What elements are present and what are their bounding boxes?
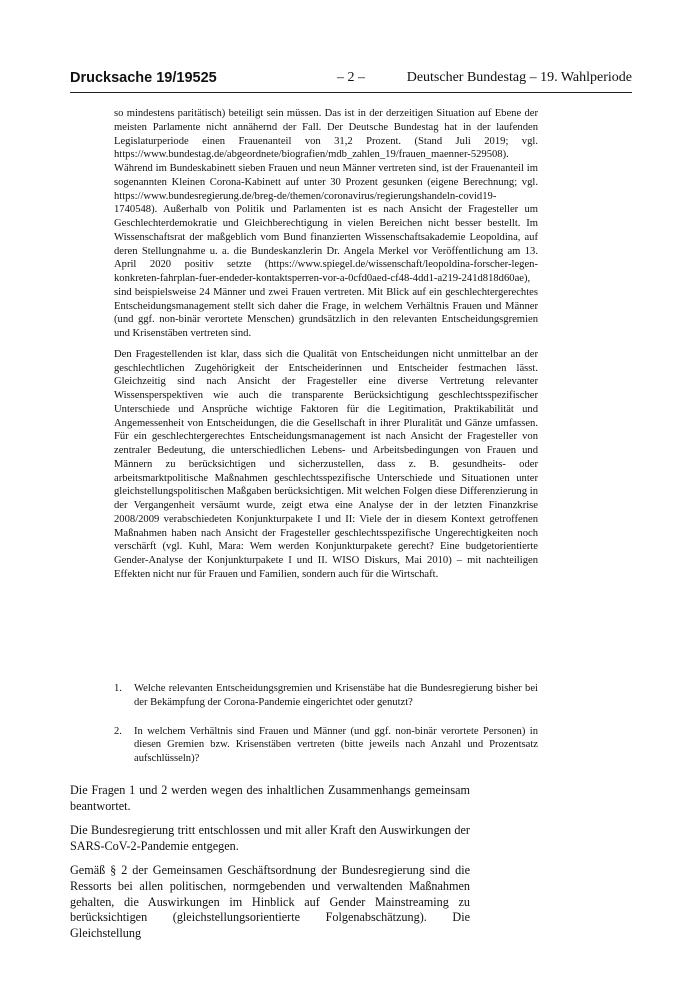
paragraph: Die Bundesregierung tritt entschlossen und mit aller Kraft den Auswirkungen der SARS-CoV-2-Pandemie entgegen. <box>70 823 470 853</box>
paragraph: so mindestens paritätisch) beteiligt sein müssen. Das ist in der derzeitigen Situation auf Ebene der meisten Parlamente nicht annähernd der Fall. Der Deutsche Bundestag hat in der laufenden Legislaturperiode einen Frauenanteil von 31,2 Prozent. (Stand Juli 2019; vgl. https://www.bundestag.de/abgeordnete/biografien/mdb_zahlen_19/frauen_maenner-529508). Während im Bundeskabinett sieben Frauen und neun Männer vertreten sind, ist der Frauenanteil im sogenannten Kleinen Corona-Kabinett auf unter 30 Prozent gesunken (eigene Berechnung; vgl. https://www.bundesregierung.de/breg-de/themen/coronavirus/regierungshandeln-covid19-1740548). Außerhalb von Politik und Parlamenten ist es nach Ansicht der Fragesteller um Geschlechterdemokratie und Gleichberechtigung in vielen Bereichen nicht besser bestellt. Im Wissenschaftsrat der maßgeblich vom Bund finanzierten Wissenschaftsakademie Leopoldina, auf deren Stellungnahme u. a. die Bundeskanzlerin Dr. Angela Merkel vor Veröffentlichung am 13. April 2020 positiv setzte (https://www.spiegel.de/wissenschaft/leopoldina-forscher-legen-konkreten-fahrplan-fuer-endeder-kontaktsperren-vor-a-0cfd0aed-cf48-4dd1-a219-241d818d60ae), sind beispielsweise 24 Männer und zwei Frauen vertreten. Mit Blick auf ein geschlechtergerechtes Entscheidungsmanagement stellt sich daher die Frage, in welchem Verhältnis Frauen und Männer (und ggf. non-binär verortete Menschen) grundsätzlich in den relevanten Entscheidungsgremien und Krisenstäben vertreten sind. <box>114 108 538 339</box>
publisher-label: Deutscher Bundestag – 19. Wahlperiode <box>406 70 632 85</box>
header-divider <box>70 92 632 93</box>
question-text: In welchem Verhältnis sind Frauen und Männer (und ggf. non-binär verortete Personen) in diesen Gremien bzw. Krisenstäben vertreten (bitte jeweils nach Anzahl und Prozentsatz aufschlüsseln)? <box>134 725 538 764</box>
paragraph: Gemäß § 2 der Gemeinsamen Geschäftsordnung der Bundesregierung sind die Ressorts bei allen politischen, normgebenden und verwaltenden Maßnahmen gehalten, die Auswirkungen im Hinblick auf Gender Mainstreaming zu berücksichtigen (gleichstellungsorientierte Folgenabschätzung). Die Gleichstellung <box>70 863 470 940</box>
question-number: 2. <box>114 725 122 737</box>
paragraph: Die Fragen 1 und 2 werden wegen des inhaltlichen Zusammenhangs gemeinsam beantwortet. <box>70 783 470 813</box>
document-number: Drucksache 19/19525 <box>70 70 217 86</box>
question-list <box>114 682 538 781</box>
paragraph: Den Fragestellenden ist klar, dass sich die Qualität von Entscheidungen nicht unmittelbar an der geschlechtlichen Zugehörigkeit der Entscheiderinnen und Entscheider festmachen lässt. Gleichzeitig sind nach Ansicht der Fragesteller eine diverse Vertretung relevanter Wissensperspektiven wie auch die transparente Berücksichtigung geschlechtsspezifischer Unterschiede und Ansprüche wichtige Faktoren für die Legitimation, Praktikabilität und Angemessenheit von Entscheidungen, die die Gesellschaft in ihrer Pluralität und Gänze umfassen. Für ein geschlechtergerechtes Entscheidungsmanagement ist nach Ansicht der Fragesteller von zentraler Bedeutung, die unterschiedlichen Lebens- und Arbeitsbedingungen von Frauen und Männern zu berücksichtigen und sicherzustellen, dass z. B. gesundheits- oder arbeitsmarktpolitische Maßnahmen geschlechtsspezifische Unterschiede und Situationen unter gleichstellungspolitischen Maßgaben berücksichtigen. Mit welchen Folgen diese Differenzierung in der Vergangenheit versäumt wurde, zeigt etwa eine Analyse der in der letzten Finanzkrise 2008/2009 verabschiedeten Konjunkturpakete I und II: Viele der in diesem Kontext getroffenen Maßnahmen haben nach Ansicht der Fragesteller geschlechtsspezifische Ungerechtigkeiten noch verschärft (vgl. Kuhl, Mara: Wem werden Konjunkturpakete gerecht? Eine budgetorientierte Gender-Analyse der Konjunkturpakete I und II. WISO Diskurs, Mai 2010) – mit nachteiligen Effekten nicht nur für Frauen und Familien, sondern auch für die Wirtschaft. <box>114 348 538 580</box>
page-number: – 2 – <box>337 70 365 85</box>
preliminary-remarks <box>114 107 538 589</box>
question-item <box>114 682 538 710</box>
question-text: Welche relevanten Entscheidungsgremien und Krisenstäbe hat die Bundesregierung bisher bei der Bekämpfung der Corona-Pandemie eingerichtet oder genutzt? <box>134 683 538 708</box>
question-number: 1. <box>114 683 122 694</box>
page-header <box>70 70 632 92</box>
question-item <box>114 725 538 766</box>
government-answer <box>70 783 470 950</box>
